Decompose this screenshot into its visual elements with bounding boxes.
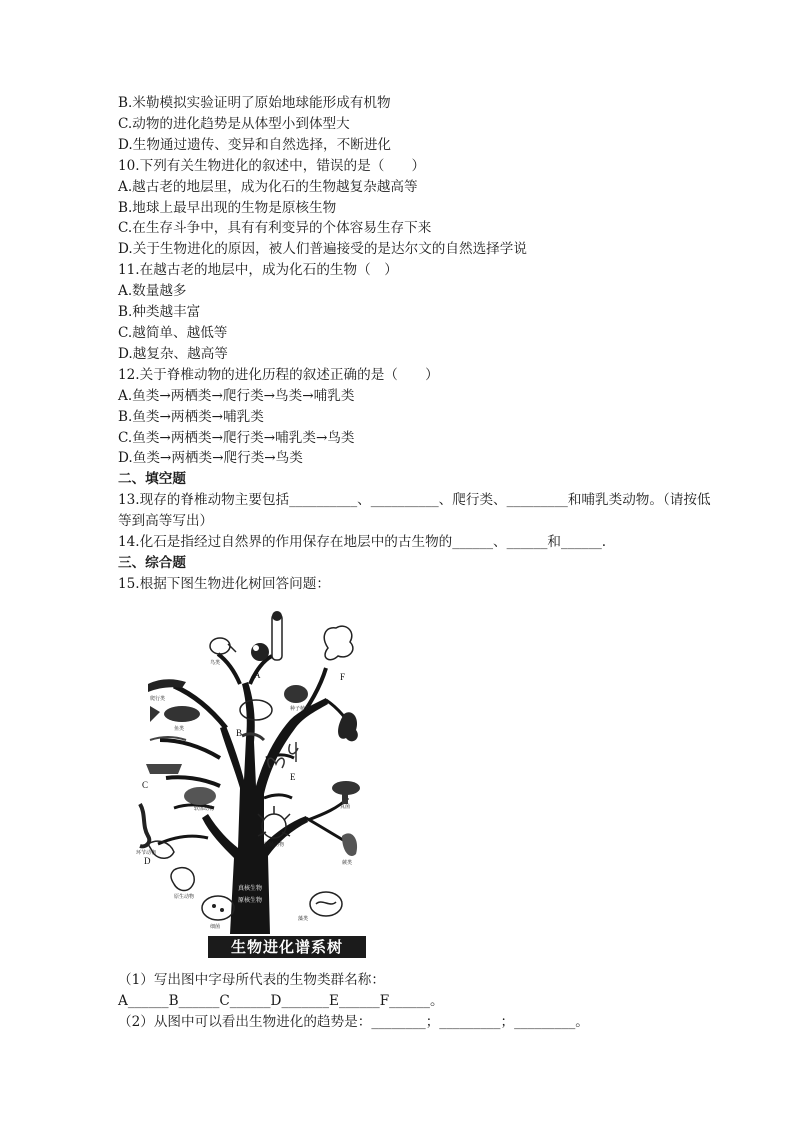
branch [264,795,292,798]
label-bacteria: 细菌 [210,925,221,930]
branch [166,777,220,786]
label-algae: 藻类 [298,917,309,922]
label-fish: 鱼类 [174,727,185,732]
section-heading: 三、综合题 [118,554,186,571]
option: C.在生存斗争中，具有有利变异的个体容易生存下来 [118,220,432,237]
label-prokaryote: 原核生物 [238,898,263,904]
mushroom-stem-sketch [342,792,348,804]
algae-sketch [310,892,342,916]
letter-f: F [340,672,346,682]
seaweed-sketch [338,712,358,741]
question-text [118,93,718,595]
option: B.鱼类→两栖类→哺乳类 [118,408,264,425]
question-15-subparts [118,970,718,1033]
protozoa-sketch [171,868,194,891]
label-reptile: 爬行类 [150,697,166,702]
label-mollusk: 软体动物 [194,807,215,812]
label-fungi: 真菌 [340,805,351,810]
bacteria-dot [220,908,224,912]
option: D.关于生物进化的原因，被人们普遍接受的是达尔文的自然选择学说 [118,241,527,258]
text-line: C.动物的进化趋势是从体型小到体型大 [118,115,350,132]
text-line: B.米勒模拟实验证明了原始地球能形成有机物 [118,95,391,111]
letter-d: D [144,856,151,866]
option: B.地球上最早出现的生物是原核生物 [118,199,337,216]
option: D.越复杂、越高等 [118,345,228,362]
bacteria-sketch [202,896,234,920]
panda-sketch [251,643,269,661]
annelid-sketch [140,804,149,846]
question-15-part-1-answers: A______B______C______D_______E______F______。 [118,992,444,1009]
question-13: 13.现存的脊椎动物主要包括__________、__________、爬行类、_________和哺乳类动物。（请按低等到高等写出） [118,492,711,530]
label-protozoa: 原生动物 [174,895,195,900]
fish-sketch [164,706,200,722]
branch [160,740,220,758]
label-annelid: 环节动物 [136,851,157,856]
label-fern: 蕨类 [342,861,353,866]
section-heading: 二、填空题 [118,471,186,488]
question-15: 15.根据下图生物进化树回答问题： [118,575,330,592]
letter-b: B [236,728,243,738]
frog-sketch [240,700,272,720]
human-head-sketch [272,611,282,621]
option: A.数量越多 [118,283,187,300]
letter-a: A [254,670,261,680]
algae-inner-sketch [316,902,336,904]
label-bird: 鸟类 [210,661,221,666]
mammal-sketch [284,685,308,703]
label-cnidaria: 腔肠动物 [264,843,285,848]
option: B.种类越丰富 [118,304,201,321]
label-eukaryote: 真核生物 [238,886,263,892]
flower-sketch [324,626,353,660]
option: A.越古老的地层里，成为化石的生物越复杂越高等 [118,178,418,195]
option: D.鱼类→两栖类→爬行类→鸟类 [118,450,303,467]
branch [218,654,240,684]
panda-face-sketch [253,645,259,651]
evolution-tree-illustration [130,608,370,934]
cnidaria-sketch [262,814,286,838]
text-line: D.生物通过遗传、变异和自然选择，不断进化 [118,136,392,153]
option: A.鱼类→两栖类→爬行类→鸟类→哺乳类 [118,387,355,404]
bird-sketch [210,638,230,654]
bacteria-dot [212,904,216,908]
label-seedplant: 种子植物 [290,707,311,712]
letter-e: E [290,772,296,782]
question-15-part-1: （1）写出图中字母所代表的生物类群名称： [118,972,385,988]
option: C.鱼类→两栖类→爬行类→哺乳类→鸟类 [118,429,355,446]
insect-sketch [146,764,182,774]
fish-tail-sketch [150,706,160,722]
option: C.越简单、越低等 [118,324,228,341]
mollusk-sketch [184,787,216,805]
question-14: 14.化石是指经过自然界的作用保存在地层中的古生物的______、______和______. [118,534,607,551]
figure-caption: 生物进化谱系树 [208,936,366,958]
question-10: 10.下列有关生物进化的叙述中，错误的是（ ） [118,157,426,174]
letter-c: C [142,780,149,790]
question-15-part-2: （2）从图中可以看出生物进化的趋势是：________；_________；_________。 [118,1013,589,1030]
evolution-tree-figure [130,608,370,960]
question-12: 12.关于脊椎动物的进化历程的叙述正确的是（ ） [118,366,439,383]
question-11: 11.在越古老的地层中，成为化石的生物（ ） [118,262,398,279]
fern-sketch [342,833,357,856]
